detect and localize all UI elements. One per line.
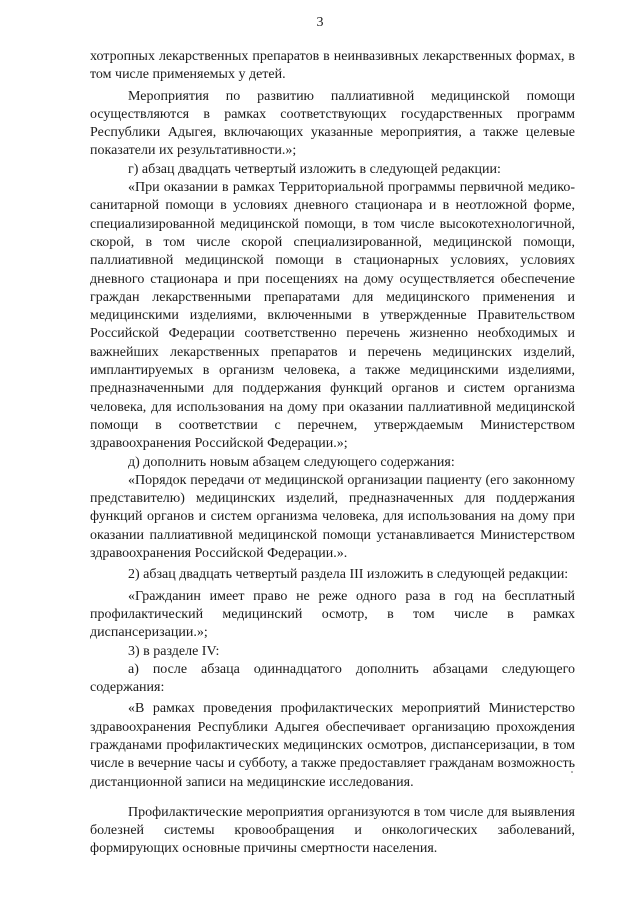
document-body <box>90 48 575 859</box>
paragraph-quote-preventive-measures: «В рамках проведения профилактических мероприятий Министерство здравоохранения Республики Адыгея обеспечивает организацию прохождения гражданами профилактических медицинских осмотров, диспансеризации, в том числе в вечерние часы и субботу, а также предоставляет гражданам возможность дистанционной записи на медицинские исследования. <box>90 701 575 790</box>
paragraph-continuation: хотропных лекарственных препаратов в неинвазивных лекарственных формах, в том числе применяемых у детей. <box>90 49 575 83</box>
paragraph-amendment-d: д) дополнить новым абзацем следующего содержания: <box>128 454 455 470</box>
paragraph-item-3: 3) в разделе IV: <box>128 643 220 659</box>
paragraph-item-3a: а) после абзаца одиннадцатого дополнить абзацами следующего содержания: <box>90 661 575 696</box>
paragraph-quote-transfer-order: «Порядок передачи от медицинской организации пациенту (его законному представителю) медицинских изделий, предназначенных для поддержания функций органов и систем организма человека, для использования на дому при оказании паллиативной медицинской помощи устанавливается Министерством здравоохранения Российской Федерации.». <box>90 472 575 562</box>
paragraph-item-2: 2) абзац двадцать четвертый раздела III изложить в следующей редакции: <box>128 567 569 583</box>
paragraph-palliative-measures: Мероприятия по развитию паллиативной медицинской помощи осуществляются в рамках соответствующих государственных программ Республики Адыгея, включающих указанные мероприятия, а также целевые показатели их результативности.»; <box>90 88 575 159</box>
paragraph-quote-territorial-program: «При оказании в рамках Территориальной программы первичной медико-санитарной помощи в условиях дневного стационара и в неотложной форме, специализированной медицинской помощи, в том числе высокотехнологичной, скорой, в том числе скорой специализированной, медицинской помощи, паллиативной медицинской помощи в стационарных условиях, условиях дневного стационара и при посещениях на дому осуществляется обеспечение граждан лекарственными препаратами для медицинского применения и медицинскими изделиями, включенными в утвержденные Правительством Российской Федерации соответственно перечень жизненно необходимых и важнейших лекарственных препаратов и перечень медицинских изделий, имплантируемых в организм человека, а также медицинскими изделиями, предназначенными для поддержания функций органов и систем организма человека, для использования на дому при оказании паллиативной медицинской помощи в соответствии с перечнем, утверждаемым Министерством здравоохранения Российской Федерации.»; <box>90 180 575 452</box>
paragraph-amendment-g: г) абзац двадцать четвертый изложить в следующей редакции: <box>128 161 501 177</box>
scan-dot-mark <box>571 771 573 773</box>
page-number: 3 <box>316 15 324 30</box>
paragraph-preventive-organization: Профилактические мероприятия организуются в том числе для выявления болезней системы кровообращения и онкологических заболеваний, формирующих основные причины смертности населения. <box>90 804 575 857</box>
paragraph-quote-citizen-right: «Гражданин имеет право не реже одного раза в год на бесплатный профилактический медицинский осмотр, в том числе в рамках диспансеризации.»; <box>90 588 575 641</box>
